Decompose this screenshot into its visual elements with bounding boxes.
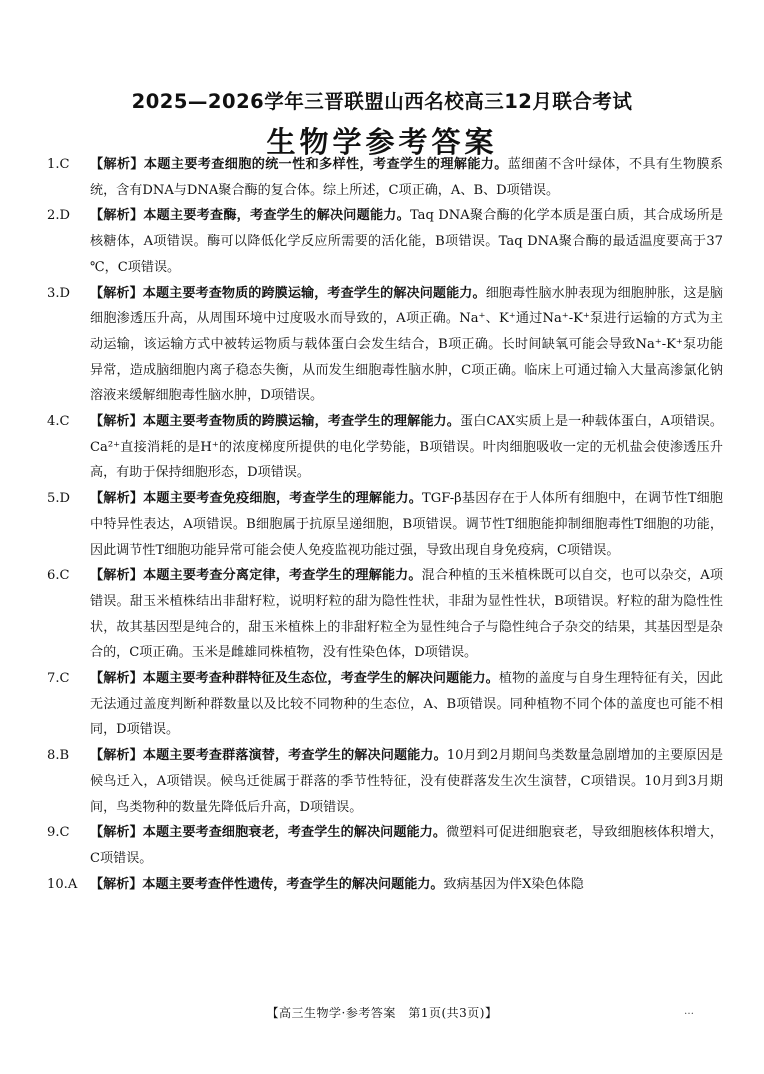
exam-title: 2025—2026学年三晋联盟山西名校高三12月联合考试 [131,90,633,113]
analysis-text: 致病基因为伴X染色体隐 [443,876,584,892]
corner-mark: … [684,1006,694,1017]
item-label: 3.D [47,285,70,301]
item-label: 6.C [47,568,70,584]
answer-item-1 [47,152,723,203]
item-label: 5.D [47,491,70,507]
answer-item-3 [47,281,723,410]
answer-item-9 [47,820,723,871]
analysis-heading: 【解析】本题主要考查群落演替，考查学生的解决问题能力。 [90,748,447,764]
analysis-text: 混合种植的玉米植株既可以自交，也可以杂交，A项错误。甜玉米植株结出非甜籽粒，说明籽粒的甜为隐性性状，非甜为显性性状，B项错误。籽粒的甜为隐性性状，故其基因型是纯合的，甜玉米植株上的非甜籽粒全为显性纯合子与隐性纯合子杂交的结果，其基因型是杂合的，C项正确。玉米是雌雄同株植物，没有性染色体，D项错误。 [90,568,723,661]
analysis-heading: 【解析】本题主要考查伴性遗传，考查学生的解决问题能力。 [90,876,444,892]
item-label: 4.C [47,414,70,430]
answer-item-10 [47,872,723,898]
analysis-text: TGF-β基因存在于人体所有细胞中，在调节性T细胞中特异性表达，A项错误。B细胞属于抗原呈递细胞，B项错误。调节性T细胞能抑制细胞毒性T细胞的功能，因此调节性T细胞功能异常可能会使人免疫监视功能过强，导致出现自身免疫病，C项错误。 [90,491,724,558]
item-label: 1.C [47,157,70,172]
answer-item-2 [47,203,723,280]
item-label: 8.B [47,748,70,764]
answer-item-4 [47,409,723,486]
analysis-heading: 【解析】本题主要考查种群特征及生态位，考查学生的解决问题能力。 [90,671,499,687]
answer-item-6 [47,563,723,666]
analysis-text: 微塑料可促进细胞衰老，导致细胞核体积增大，C项错误。 [90,825,724,866]
analysis-text: 蓝细菌不含叶绿体，不具有生物膜系统，含有DNA与DNA聚合酶的复合体。综上所述，C项正确，A、B、D项错误。 [90,157,724,198]
analysis-text: 蛋白CAX实质上是一种载体蛋白，A项错误。Ca²⁺直接消耗的是H⁺的浓度梯度所提供的电化学势能，B项错误。叶肉细胞吸收一定的无机盐会使渗透压升高，有助于保持细胞形态，D项错误。 [90,414,723,481]
analysis-heading: 【解析】本题主要考查物质的跨膜运输，考查学生的理解能力。 [90,414,460,430]
analysis-heading: 【解析】本题主要考查细胞的统一性和多样性，考查学生的理解能力。 [90,157,508,172]
item-label: 7.C [47,671,70,687]
analysis-text: 植物的盖度与自身生理特征有关，因此无法通过盖度判断种群数量以及比较不同物种的生态位，A、B项错误。同种植物不同个体的盖度也可能不相同，D项错误。 [90,671,724,738]
item-label: 2.D [47,208,70,224]
analysis-text: 细胞毒性脑水肿表现为细胞肿胀，这是脑细胞渗透压升高，从周围环境中过度吸水而导致的，A项正确。Na⁺、K⁺通过Na⁺-K⁺泵进行运输的方式为主动运输，该运输方式中被转运物质与载体蛋白会发生结合，B项正确。长时间缺氧可能会导致Na⁺-K⁺泵功能异常，造成脑细胞内离子稳态失衡，从而发生细胞毒性脑水肿，C项正确。临床上可通过输入大量高渗氯化钠溶液来缓解细胞毒性脑水肿，D项错误。 [90,285,724,404]
analysis-heading: 【解析】本题主要考查免疫细胞，考查学生的理解能力。 [90,491,423,507]
analysis-heading: 【解析】本题主要考查酶，考查学生的解决问题能力。 [90,208,410,224]
document-title: 生物学参考答案 [266,125,498,159]
item-label: 9.C [47,825,70,841]
analysis-heading: 【解析】本题主要考查细胞衰老，考查学生的解决问题能力。 [90,825,447,841]
answer-item-7 [47,666,723,743]
analysis-text: 10月到2月期间鸟类数量急剧增加的主要原因是候鸟迁入，A项错误。候鸟迁徙属于群落的季节性特征，没有使群落发生次生演替，C项错误。10月到3月期间，鸟类物种的数量先降低后升高，D项错误。 [90,748,724,815]
answer-item-5 [47,486,723,563]
item-label: 10.A [47,876,78,892]
answer-list [47,152,723,897]
page-footer: 【高三生物学·参考答案 第1页(共3页)】 [266,1006,498,1020]
analysis-heading: 【解析】本题主要考查物质的跨膜运输，考查学生的解决问题能力。 [90,285,486,301]
analysis-text: Taq DNA聚合酶的化学本质是蛋白质，其合成场所是核糖体，A项错误。酶可以降低化学反应所需要的活化能，B项错误。Taq DNA聚合酶的最适温度要高于37 ℃，C项错误。 [90,208,723,275]
analysis-heading: 【解析】本题主要考查分离定律，考查学生的理解能力。 [90,568,422,584]
answer-item-8 [47,743,723,820]
